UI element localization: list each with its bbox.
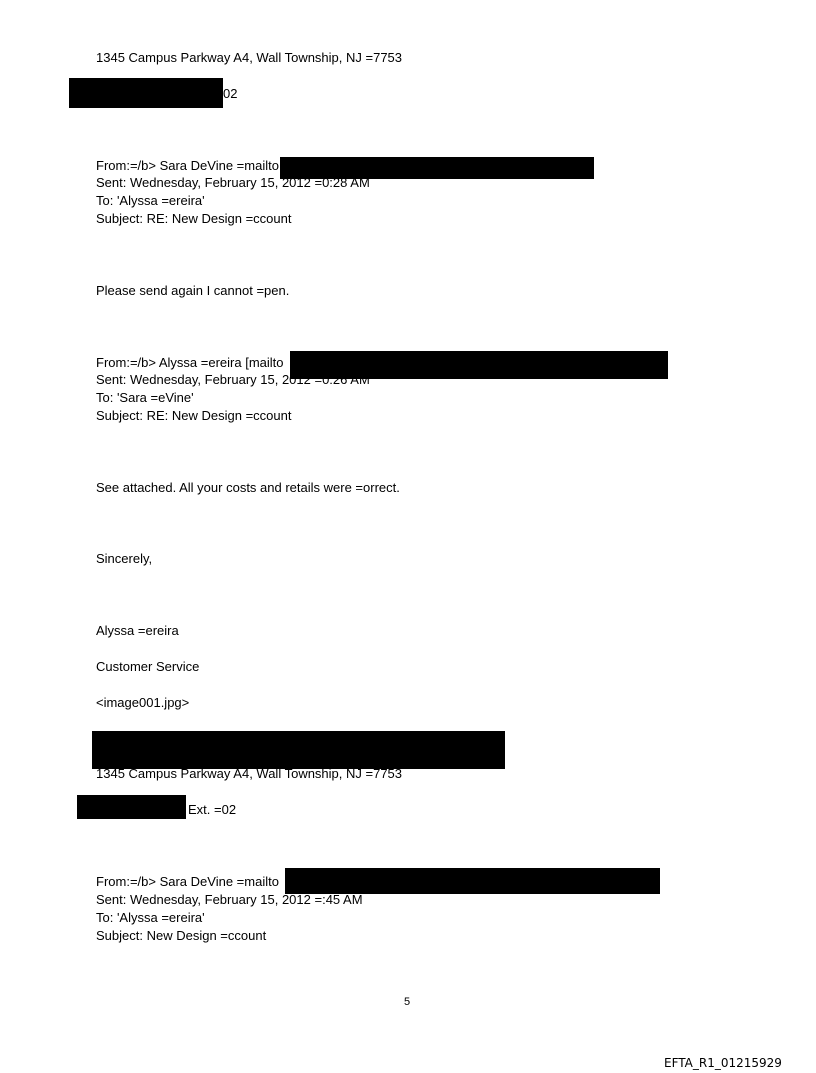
address-line: 1345 Campus Parkway A4, Wall Township, NJ =7753 (96, 766, 403, 781)
closing: Sincerely, (96, 551, 153, 566)
email-to: To: 'Alyssa =ereira' (96, 910, 205, 925)
email-subject: Subject: RE: New Design =ccount (96, 408, 292, 423)
phone-fragment: 02 (223, 86, 238, 101)
email-from: From:=/b> Sara DeVine =mailto (96, 158, 279, 173)
signature-name: Alyssa =ereira (96, 623, 179, 638)
image-placeholder: <image001.jpg> (96, 695, 190, 710)
page-number: 5 (404, 996, 411, 1008)
email-to: To: 'Alyssa =ereira' (96, 193, 205, 208)
email-from: From:=/b> Sara DeVine =mailto (96, 874, 279, 889)
email-sent: Sent: Wednesday, February 15, 2012 =0:28 AM (96, 175, 370, 190)
redaction-bar (69, 78, 223, 108)
email-to: To: 'Sara =eVine' (96, 390, 194, 405)
document-id: EFTA_R1_01215929 (664, 1056, 782, 1070)
email-body: Please send again I cannot =pen. (96, 283, 290, 298)
email-subject: Subject: RE: New Design =ccount (96, 211, 292, 226)
email-sent: Sent: Wednesday, February 15, 2012 =:45 AM (96, 892, 363, 907)
address-line: 1345 Campus Parkway A4, Wall Township, NJ =7753 (96, 50, 403, 65)
redaction-bar (92, 731, 505, 769)
extension: Ext. =02 (188, 802, 237, 817)
redaction-bar (77, 795, 186, 819)
signature-title: Customer Service (96, 659, 200, 674)
email-subject: Subject: New Design =ccount (96, 928, 267, 943)
email-from: From:=/b> Alyssa =ereira [mailto (96, 355, 284, 370)
redaction-bar (285, 868, 660, 894)
email-body: See attached. All your costs and retails were =orrect. (96, 480, 400, 495)
email-sent: Sent: Wednesday, February 15, 2012 =0:26 AM (96, 372, 370, 387)
